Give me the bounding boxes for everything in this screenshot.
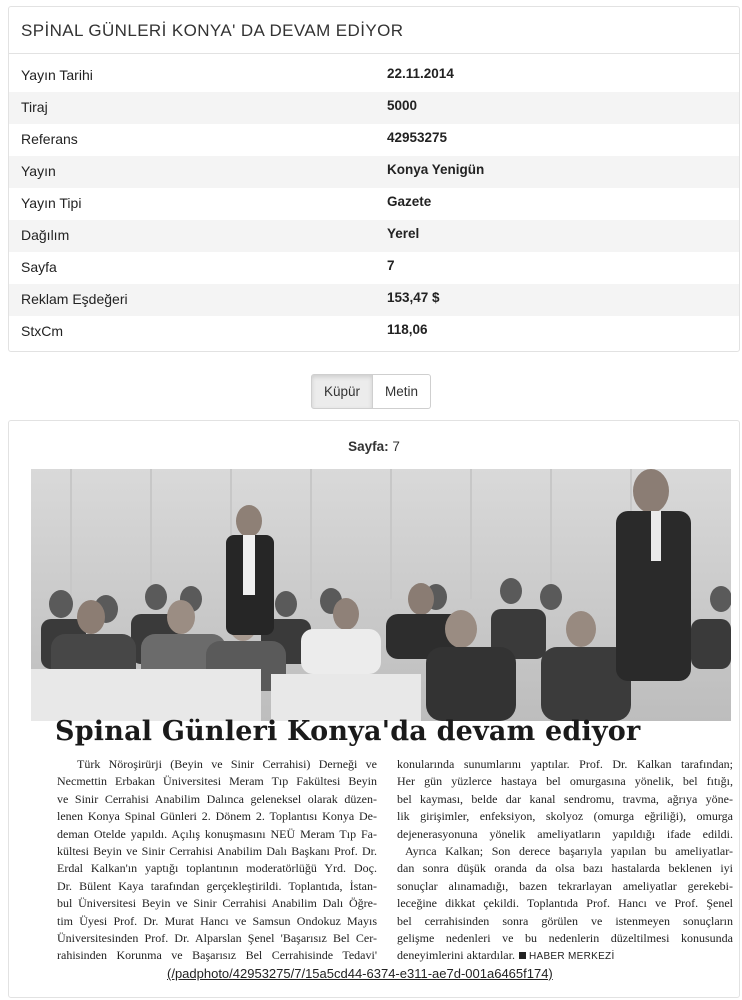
view-toggle <box>311 374 431 409</box>
text-line: lenen Konya Spinal Günleri 2. Dönem 2. Toplantısı Konya De- <box>57 809 377 824</box>
text-line: Necmettin Erbakan Üniversitesi Meram Tıp Fakültesi Beyin <box>57 774 377 789</box>
article-signature: HABER MERKEZİ <box>528 951 615 963</box>
clipping-photo <box>31 469 731 721</box>
text-line-last <box>397 947 733 965</box>
text-line: rahisinden Korunma ve Başarısız Bel Cerrahisinde Tedavi' <box>57 948 377 963</box>
text-line: konularında sunumlarını yaptılar. Prof. Dr. Kalkan tarafından; <box>397 757 733 771</box>
text-line: tim Üyesi Prof. Dr. Murat Hancı ve Samsun Ondokuz Mayıs <box>57 913 377 928</box>
text-line: bel cerrahisinden sonra görülen ve istenmeyen sonuçların <box>397 913 733 928</box>
page-indicator <box>9 439 739 454</box>
kupur-button[interactable]: Küpür <box>311 374 373 409</box>
text-line: deman Otelde yapıldı. Açılış konuşmasını NEÜ Meram Tıp Fa- <box>57 826 377 841</box>
detail-row-publication-type <box>9 188 739 220</box>
text-line: Her gün yüzlerce hastaya bel omurgasına yönelik, bel fıtığı, <box>397 774 733 789</box>
article-column-2 <box>397 756 733 966</box>
text-line: Üniversitesinden Prof. Dr. Alparslan Şenel 'Başarısız Bel Cer- <box>57 931 377 946</box>
detail-row-distribution <box>9 220 739 252</box>
text-line: dejenerasyonuna yönelik ameliyatların yapıldığı ifade edildi. <box>397 826 733 841</box>
page-indicator-number: 7 <box>392 439 400 454</box>
detail-row-stxcm <box>9 316 739 348</box>
detail-row-reference <box>9 124 739 156</box>
detail-value: Gazete <box>387 194 432 209</box>
text-line: ve Sinir Cerrahisi Anabilim Dalınca geleneksel olarak düzen- <box>57 791 377 806</box>
photo-link[interactable]: (/padphoto/42953275/7/15a5cd44-6374-e311-ae7d-001a6465f174) <box>167 966 553 981</box>
text-line: Dr. Bülent Kaya tarafından gerçekleştirildi. Toplantıda, İstan- <box>57 878 377 893</box>
detail-row-ad-equivalent <box>9 284 739 316</box>
page-title: SPİNAL GÜNLERİ KONYA' DA DEVAM EDİYOR <box>9 7 739 54</box>
detail-label: Dağılım <box>21 227 70 243</box>
text-line: Erdal Kalkan'ın yaptığı toplantının moderatörlüğü Yrd. Doç. <box>57 861 377 876</box>
detail-value: 5000 <box>387 98 418 113</box>
text-line: deneyimlerini aktardılar. <box>397 948 515 963</box>
text-line: dan sonra düşük oranda da olsa bazı hastalarda beklenen iyi <box>397 861 733 876</box>
publication-info-card <box>8 6 740 352</box>
square-bullet-icon <box>519 952 526 959</box>
detail-row-publish-date <box>9 60 739 92</box>
detail-label: Reklam Eşdeğeri <box>21 291 128 307</box>
text-line: gelişme nedenleri ve bu nedenlerin düzeltilmesi konusunda <box>397 931 733 946</box>
page-indicator-label: Sayfa: <box>348 439 389 454</box>
text-line: Türk Nöroşirürji (Beyin ve Sinir Cerrahisi) Derneği ve <box>77 757 377 771</box>
clipping-panel <box>8 420 740 998</box>
conference-photo-image <box>31 469 731 721</box>
detail-value: 153,47 $ <box>387 290 440 305</box>
detail-value: 118,06 <box>387 322 428 337</box>
text-line: sonuçlar alınamadığı, bazen tekrarlayan ameliyatlar gerekebi- <box>397 878 733 893</box>
detail-value: 7 <box>387 258 395 273</box>
text-line: lik girişimler, enfeksiyon, skolyoz (omurga eğriliği), omurga <box>397 809 733 824</box>
text-line: bul Üniversitesi Beyin ve Sinir Cerrahisi Anabilim Dalı Öğre- <box>57 896 377 911</box>
detail-label: Yayın Tarihi <box>21 67 93 83</box>
detail-label: Sayfa <box>21 259 57 275</box>
detail-row-circulation <box>9 92 739 124</box>
article-body <box>57 756 733 966</box>
detail-value: Konya Yenigün <box>387 162 485 177</box>
text-line: kültesi Beyin ve Sinir Cerrahisi Anabilim Dalı Başkanı Prof. Dr. <box>57 844 377 859</box>
detail-label: StxCm <box>21 323 63 339</box>
detail-label: Referans <box>21 131 78 147</box>
detail-value: 22.11.2014 <box>387 66 454 81</box>
detail-row-publication <box>9 156 739 188</box>
text-line: bel kayması, belde dar kanal sendromu, travma, ağrıya yöne- <box>397 791 733 806</box>
metin-button[interactable]: Metin <box>373 374 431 409</box>
article-column-1 <box>57 756 377 965</box>
article-headline: Spinal Günleri Konya'da devam ediyor <box>55 716 641 747</box>
detail-label: Yayın Tipi <box>21 195 82 211</box>
detail-value: 42953275 <box>387 130 448 145</box>
text-line: Ayrıca Kalkan; Son derece başarıyla yapılan bu ameliyatlar- <box>405 844 733 859</box>
detail-label: Tiraj <box>21 99 48 115</box>
detail-row-page <box>9 252 739 284</box>
detail-value: Yerel <box>387 226 420 241</box>
text-line: leceğine dikkat çekildi. Toplantıda Prof. Hancı ve Prof. Şenel <box>397 896 733 911</box>
detail-label: Yayın <box>21 163 56 179</box>
